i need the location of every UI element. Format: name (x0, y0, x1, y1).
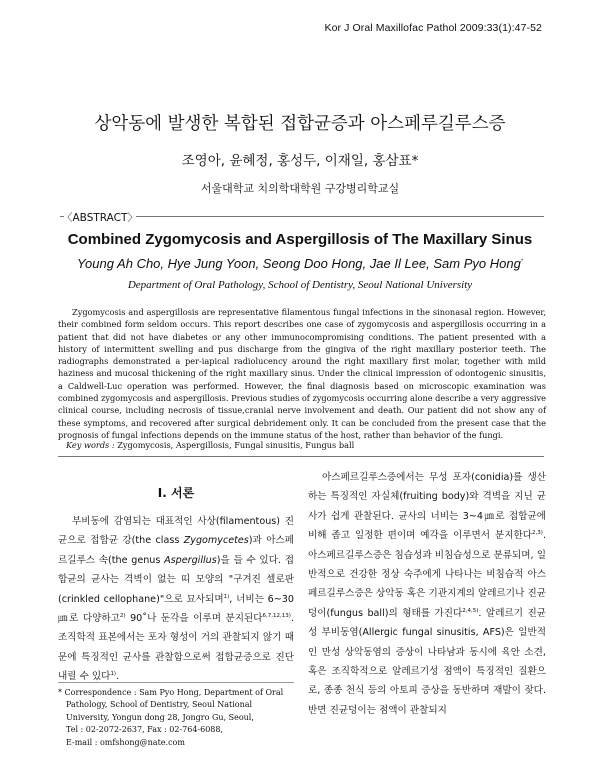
korean-affiliation: 서울대학교 치의학대학원 구강병리학교실 (200, 182, 400, 195)
english-affiliation: Department of Oral Pathology, School of Dentistry, Seoul National University (127, 279, 473, 291)
keywords-label: Key words : (66, 440, 115, 450)
citation: 1) (223, 593, 230, 600)
abstract-text: Zygomycosis and aspergillosis are representative filamentous fungal infections in the sinonasal region. However, their combined form seldom occurs. This report describes one case of zygomycosis and aspergillosis occurring in a patient that did not have diabetes or any other immunocompromising conditions. The patient presented with a history of intermittent swelling and pus discharge from the gingiva of the right maxillary posterior teeth. The radiographs demonstrated a per-iapical radiolucency around the right maxillary first molar, together with mild haziness and mucosal thickening of the right maxillary sinus. Under the clinical impression of odontogenic sinusitis, a Caldwell-Luc operation was performed. However, the final diagnosis based on microscopic examination was combined zygomycosis and aspergillosis. Previous studies of zygomycosis occurring alone describe a very aggressive clinical course, including necrosis of tissue,cranial nerve involvement and death. Our patient did not show any of these symptoms, and recovered after surgical debridement only. It can be concluded from the present case that the prognosis of fungal infections depends on the immune status of the host, rather than behavior of the fungi. (58, 307, 546, 440)
english-title: Combined Zygomycosis and Aspergillosis of The Maxillary Sinus (67, 231, 533, 248)
english-authors (0, 256, 600, 271)
section-title-introduction: I. 서론 (157, 486, 195, 500)
citation: 6,7,12,13) (262, 612, 291, 619)
correspondence-footnote: * Correspondence : Sam Pyo Hong, Department of Oral Pathology, School of Dentistry, Seoul National University, Yongun dong 28, Jongro Gu, Seoul, Tel : 02-2072-2637, Fax : 02-764-6088, E-mail : omfshong@nate.com (58, 688, 284, 747)
journal-reference: Kor J Oral Maxillofac Pathol 2009:33(1):47-52 (324, 22, 542, 34)
body-left-column: 부비동에 감염되는 대표적인 사상(filamentous) 진균으로 접합균 강(the class Zygomycetes)과 아스페르길루스 속(the genus Aspergillus)을 들 수 있다. 접합균의 균사는 격벽이 없는 띠 모양의 "구겨진 셀로판(crinkled cellophane)"으로 묘사되며$^{1)}$, 너비는 6~30㎛로 다양하고$^{2)}$ 90˚나 둔각을 이루며 분지된다$^{6,7,12,13)}$. 조직학적 표본에서는 포자 형성이 거의 관찰되지 않기 때문에 특징적인 균사를 관찰함으로써 접합균증으로 진단내릴 수 있다$^{1)}$. (58, 516, 294, 683)
citation: 2,4,5) (462, 607, 479, 614)
abstract-rule-right (136, 216, 544, 217)
keywords-list: Zygomycosis, Aspergillosis, Fungal sinusitis, Fungus ball (117, 440, 355, 450)
body-right-column: 아스페르길루스증에서는 무성 포자(conidia)를 생산하는 특징적인 자실체(fruiting body)와 격벽을 지닌 균사가 쉽게 관찰된다. 균사의 너비는 3~4㎛로 접합균에 비해 좁고 일정한 편이며 예각을 이루면서 분지한다$^{2,3)}$. 아스페르길루스증은 침습성과 비침습성으로 분류되며, 일반적으로 건강한 정상 숙주에게 나타나는 비침습적 아스페르길루스증은 상악동 혹은 기관지계의 알레르기나 진균덩이(fungus ball)의 형태를 가진다$^{2,4,5)}$. 알레르기 진균성 부비동염(Allergic fungal sinusitis, AFS)은 일반적인 만성 상악동염의 증상이 나타남과 동시에 육안 소견, 혹은 조직학적으로 알레르기성 점액이 특징적인 질환으로, 종종 천식 등의 아토피 증상을 동반하며 재발이 잦다. 반면 진균덩이는 점액이 관찰되지 (308, 472, 546, 716)
abstract-label: 〈ABSTRACT〉 (62, 212, 138, 224)
footnote-rule (58, 682, 294, 683)
corresponding-mark: * (520, 258, 523, 265)
citation: 1) (110, 671, 117, 678)
korean-authors: 조영아, 윤혜정, 홍성두, 이재일, 홍삼표* (181, 153, 419, 169)
abstract-rule-bottom (58, 456, 544, 457)
english-authors-names: Young Ah Cho, Hye Jung Yoon, Seong Doo Hong, Jae Il Lee, Sam Pyo Hong (77, 256, 521, 271)
korean-title: 상악동에 발생한 복합된 접합균증과 아스페루길루스증 (94, 114, 506, 134)
citation: 2,3) (532, 530, 543, 537)
keywords (66, 440, 354, 450)
citation: 2) (119, 612, 126, 619)
